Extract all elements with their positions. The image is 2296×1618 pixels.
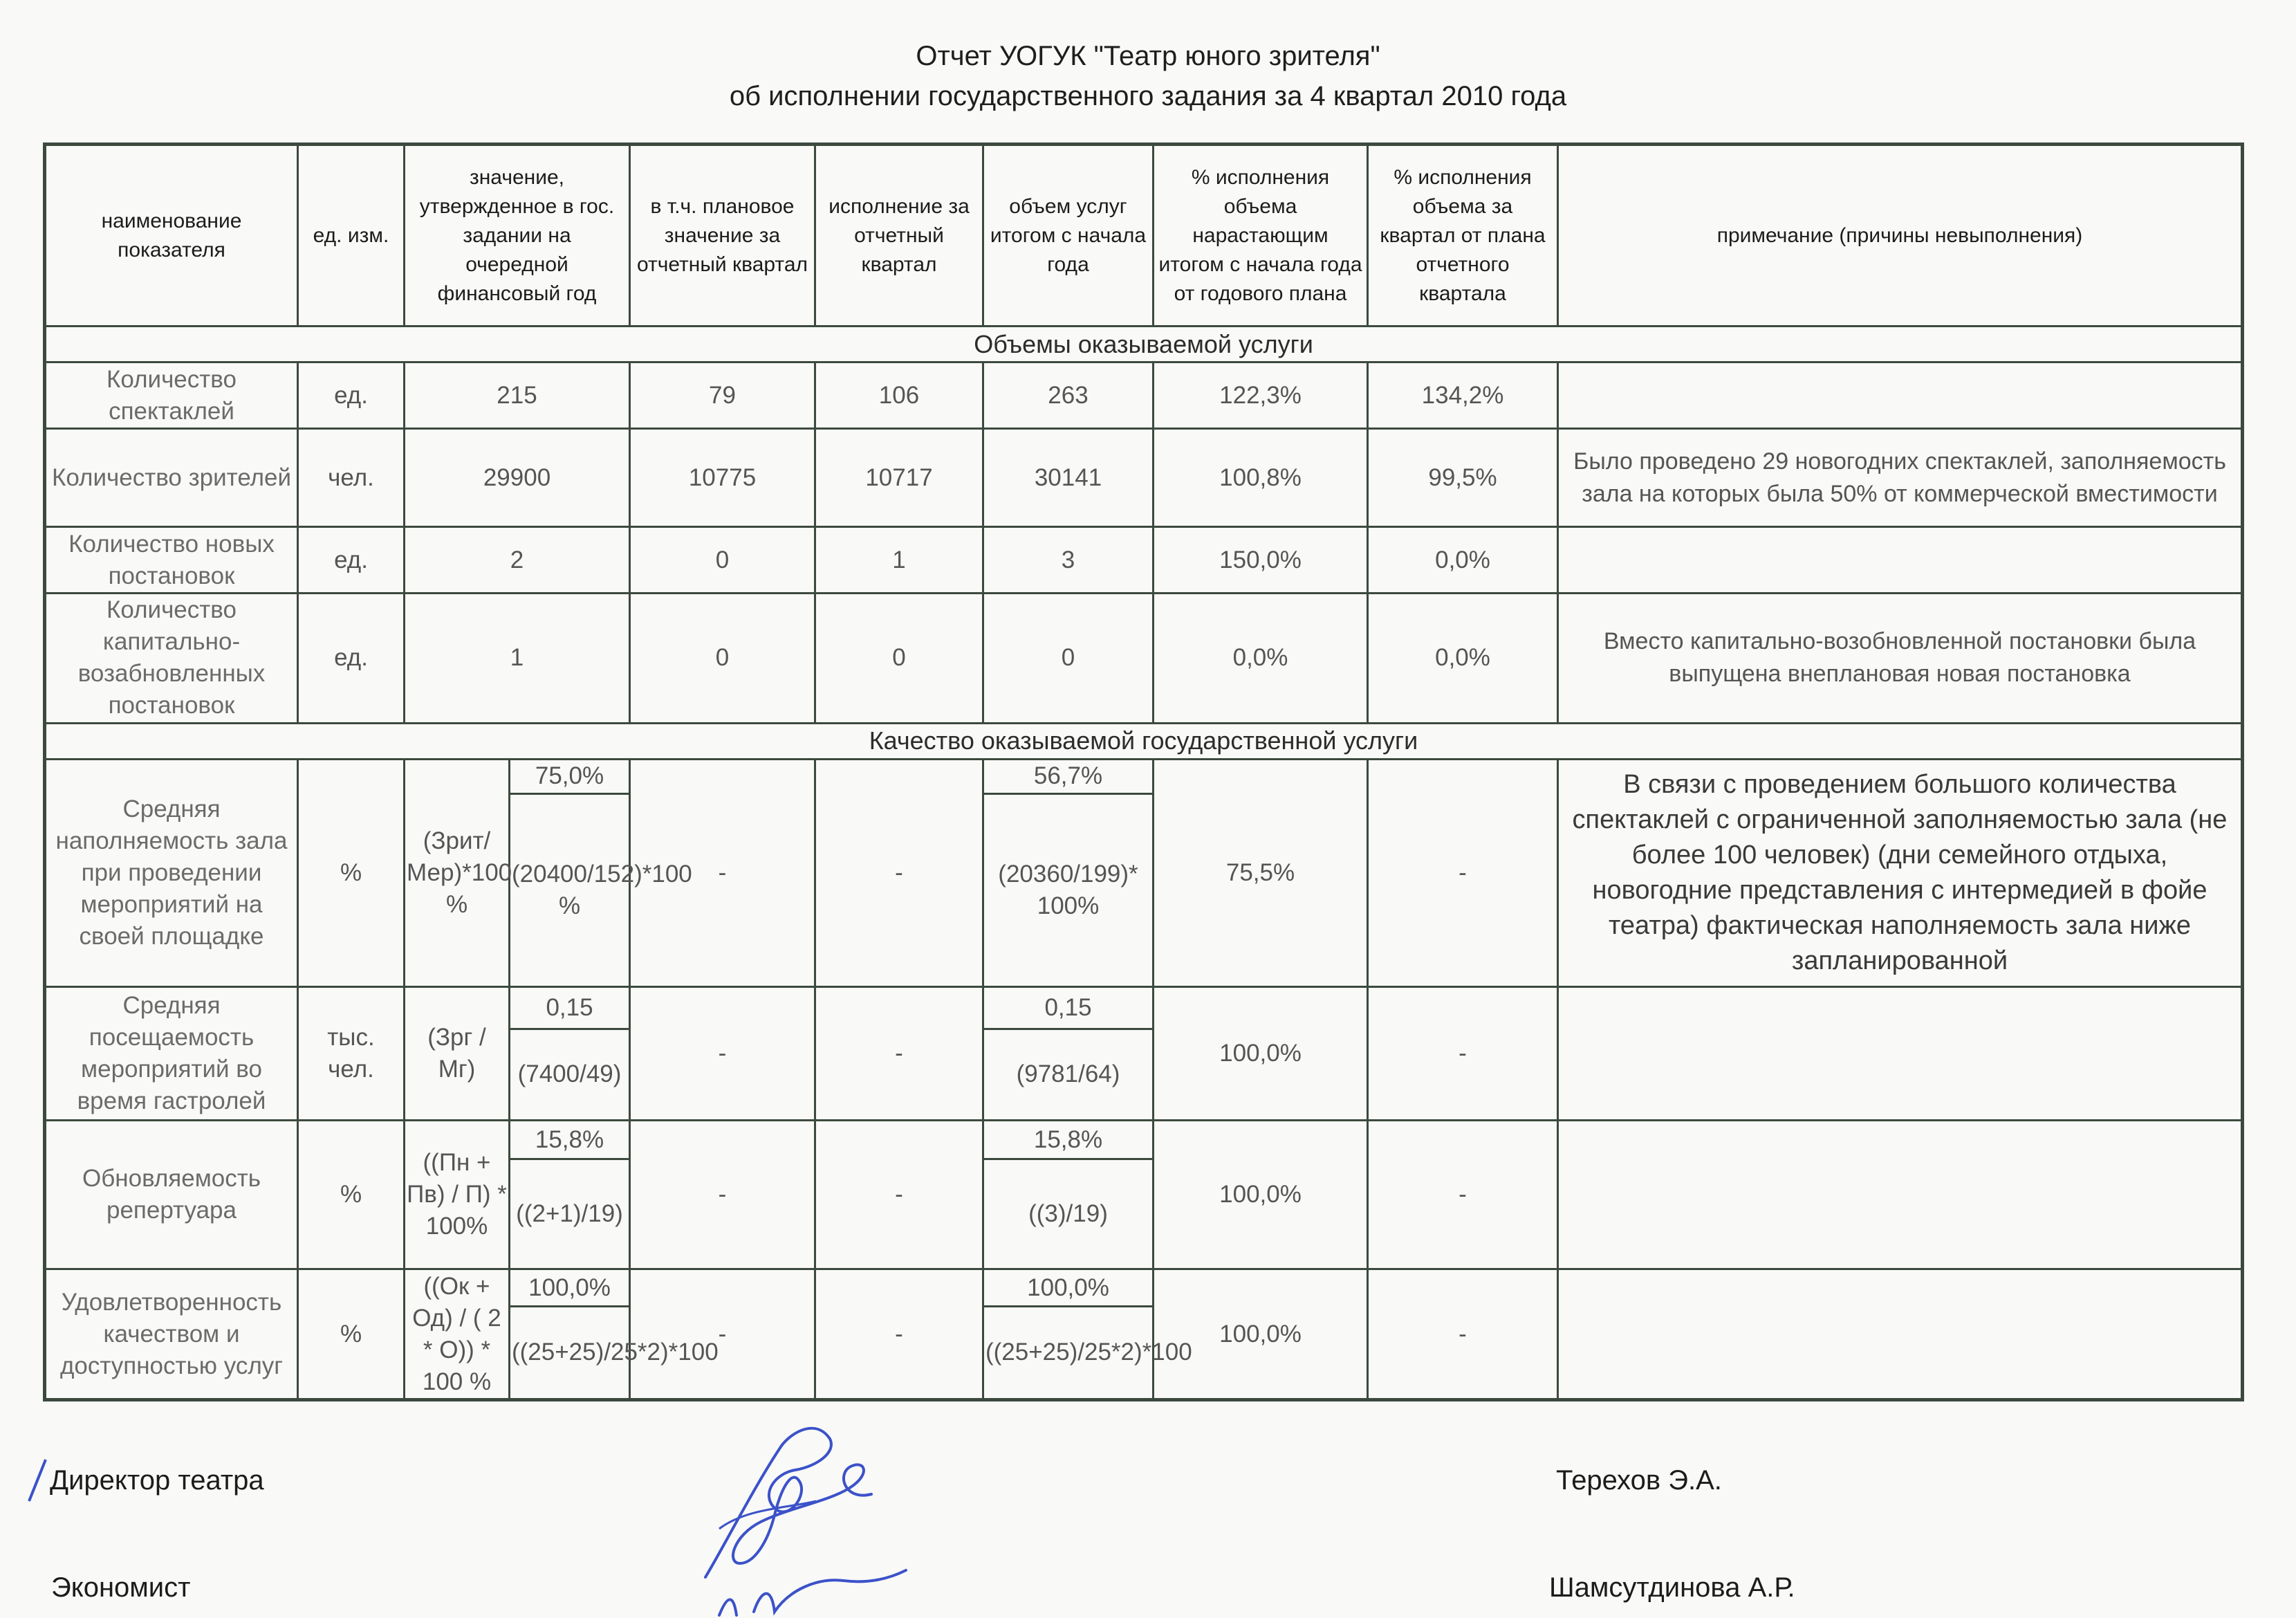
header-plan-quarter: в т.ч. плановое значение за отчетный квартал xyxy=(630,145,815,327)
section-title-volume: Объемы оказываемой услуги xyxy=(45,327,2243,362)
row-approved: 215 xyxy=(405,362,630,428)
header-unit: ед. изм. xyxy=(298,145,405,327)
row-approved-calc: (7400/49) xyxy=(510,1029,630,1121)
table-row xyxy=(45,593,2243,723)
row-pct-year: 150,0% xyxy=(1154,527,1368,593)
row-plan-quarter: 10775 xyxy=(630,428,815,527)
row-note xyxy=(1558,527,2243,593)
row-unit: ед. xyxy=(298,527,405,593)
row-name: Обновляемость репертуара xyxy=(45,1121,298,1269)
row-unit: % xyxy=(298,1269,405,1400)
row-exec-quarter: 106 xyxy=(815,362,983,428)
economist-signature-icon xyxy=(705,1563,913,1618)
row-exec-quarter: - xyxy=(815,1269,983,1400)
row-name: Удовлетворенность качеством и доступностью услуг xyxy=(45,1269,298,1400)
row-approved-calc: ((25+25)/25*2)*100 xyxy=(510,1306,630,1399)
table-row xyxy=(45,362,2243,428)
row-formula: ((Пн + Пв) / П) * 100% xyxy=(405,1121,510,1269)
row-ytd: 30141 xyxy=(983,428,1154,527)
row-ytd: 263 xyxy=(983,362,1154,428)
row-approved-calc: ((2+1)/19) xyxy=(510,1159,630,1269)
row-ytd-value: 56,7% xyxy=(983,759,1154,793)
row-note: В связи с проведением большого количества спектаклей с ограниченной заполняемостью зала (не более 100 человек) (дни семейного отдыха, новогодние представления с интермедией в фойе театра) фактическая наполняемость зала ниже запланированной xyxy=(1558,759,2243,986)
report-title xyxy=(0,36,2296,116)
row-note xyxy=(1558,362,2243,428)
row-name: Количество спектаклей xyxy=(45,362,298,428)
row-approved-value: 100,0% xyxy=(510,1269,630,1307)
table-row xyxy=(45,1121,2243,1159)
row-exec-quarter: - xyxy=(815,759,983,986)
row-unit: % xyxy=(298,759,405,986)
row-unit: % xyxy=(298,1121,405,1269)
header-pct-year: % исполнения объема нарастающим итогом с начала года от годового плана xyxy=(1154,145,1368,327)
row-formula: (Зрг / Мг) xyxy=(405,987,510,1121)
header-name: наименование показателя xyxy=(45,145,298,327)
row-exec-quarter: - xyxy=(815,987,983,1121)
section-title-quality: Качество оказываемой государственной услуги xyxy=(45,723,2243,759)
director-title: Директор театра xyxy=(50,1465,264,1496)
row-unit: ед. xyxy=(298,593,405,723)
report-table xyxy=(43,143,2244,1401)
row-pct-quarter: - xyxy=(1368,759,1558,986)
director-signature-icon xyxy=(678,1404,899,1584)
row-pct-year: 100,8% xyxy=(1154,428,1368,527)
title-line-2: об исполнении государственного задания за 4 квартал 2010 года xyxy=(729,81,1567,111)
row-pct-year: 100,0% xyxy=(1154,987,1368,1121)
row-exec-quarter: - xyxy=(815,1121,983,1269)
row-plan-quarter: - xyxy=(630,1269,815,1400)
economist-name: Шамсутдинова А.Р. xyxy=(1549,1572,1795,1603)
section-row-volume xyxy=(45,327,2243,362)
title-line-1: Отчет УОГУК "Театр юного зрителя" xyxy=(916,41,1380,71)
row-approved: 29900 xyxy=(405,428,630,527)
row-unit: ед. xyxy=(298,362,405,428)
row-note: Было проведено 29 новогодних спектаклей, заполняемость зала на которых была 50% от коммерческой вместимости xyxy=(1558,428,2243,527)
table-row xyxy=(45,1269,2243,1307)
table-row xyxy=(45,987,2243,1029)
row-plan-quarter: - xyxy=(630,1121,815,1269)
row-unit: тыс. чел. xyxy=(298,987,405,1121)
row-formula: (Зрит/Мер)*100 % xyxy=(405,759,510,986)
row-formula: ((Ок + Од) / ( 2 * О)) * 100 % xyxy=(405,1269,510,1400)
row-pct-quarter: - xyxy=(1368,1269,1558,1400)
row-pct-year: 75,5% xyxy=(1154,759,1368,986)
table-row xyxy=(45,527,2243,593)
section-row-quality xyxy=(45,723,2243,759)
row-pct-year: 100,0% xyxy=(1154,1121,1368,1269)
row-ytd-calc: ((25+25)/25*2)*100 xyxy=(983,1306,1154,1399)
director-name: Терехов Э.А. xyxy=(1556,1465,1722,1496)
row-pct-quarter: - xyxy=(1368,1121,1558,1269)
row-note xyxy=(1558,1121,2243,1269)
row-pct-quarter: 99,5% xyxy=(1368,428,1558,527)
row-name: Средняя наполняемость зала при проведении мероприятий на своей площадке xyxy=(45,759,298,986)
margin-tick-icon xyxy=(24,1457,51,1505)
row-plan-quarter: - xyxy=(630,987,815,1121)
row-approved-value: 0,15 xyxy=(510,987,630,1029)
row-exec-quarter: 10717 xyxy=(815,428,983,527)
row-name: Средняя посещаемость мероприятий во время гастролей xyxy=(45,987,298,1121)
header-pct-quarter: % исполнения объема за квартал от плана отчетного квартала xyxy=(1368,145,1558,327)
row-name: Количество зрителей xyxy=(45,428,298,527)
header-approved: значение, утвержденное в гос. задании на очередной финансовый год xyxy=(405,145,630,327)
row-approved-value: 15,8% xyxy=(510,1121,630,1159)
economist-title: Экономист xyxy=(51,1572,191,1603)
row-name: Количество новых постановок xyxy=(45,527,298,593)
row-ytd-value: 0,15 xyxy=(983,987,1154,1029)
row-pct-quarter: 0,0% xyxy=(1368,527,1558,593)
row-ytd: 3 xyxy=(983,527,1154,593)
row-ytd-value: 100,0% xyxy=(983,1269,1154,1307)
row-approved: 1 xyxy=(405,593,630,723)
header-ytd: объем услуг итогом с начала года xyxy=(983,145,1154,327)
row-pct-quarter: - xyxy=(1368,987,1558,1121)
table-row xyxy=(45,428,2243,527)
row-ytd-calc: (20360/199)* 100% xyxy=(983,794,1154,987)
row-note xyxy=(1558,987,2243,1121)
header-row xyxy=(45,145,2243,327)
row-pct-year: 0,0% xyxy=(1154,593,1368,723)
row-plan-quarter: 0 xyxy=(630,527,815,593)
row-plan-quarter: - xyxy=(630,759,815,986)
row-plan-quarter: 79 xyxy=(630,362,815,428)
row-exec-quarter: 1 xyxy=(815,527,983,593)
header-exec-quarter: исполнение за отчетный квартал xyxy=(815,145,983,327)
row-name: Количество капитально-возабновленных постановок xyxy=(45,593,298,723)
row-pct-quarter: 134,2% xyxy=(1368,362,1558,428)
row-approved-calc: (20400/152)*100 % xyxy=(510,794,630,987)
row-pct-quarter: 0,0% xyxy=(1368,593,1558,723)
row-unit: чел. xyxy=(298,428,405,527)
row-ytd-calc: (9781/64) xyxy=(983,1029,1154,1121)
row-note: Вместо капитально-возобновленной постановки была выпущена внеплановая новая постановка xyxy=(1558,593,2243,723)
table-row xyxy=(45,759,2243,793)
row-pct-year: 100,0% xyxy=(1154,1269,1368,1400)
row-approved-value: 75,0% xyxy=(510,759,630,793)
row-ytd-calc: ((3)/19) xyxy=(983,1159,1154,1269)
row-note xyxy=(1558,1269,2243,1400)
row-exec-quarter: 0 xyxy=(815,593,983,723)
row-ytd: 0 xyxy=(983,593,1154,723)
row-approved: 2 xyxy=(405,527,630,593)
header-note: примечание (причины невыполнения) xyxy=(1558,145,2243,327)
row-pct-year: 122,3% xyxy=(1154,362,1368,428)
row-ytd-value: 15,8% xyxy=(983,1121,1154,1159)
row-plan-quarter: 0 xyxy=(630,593,815,723)
